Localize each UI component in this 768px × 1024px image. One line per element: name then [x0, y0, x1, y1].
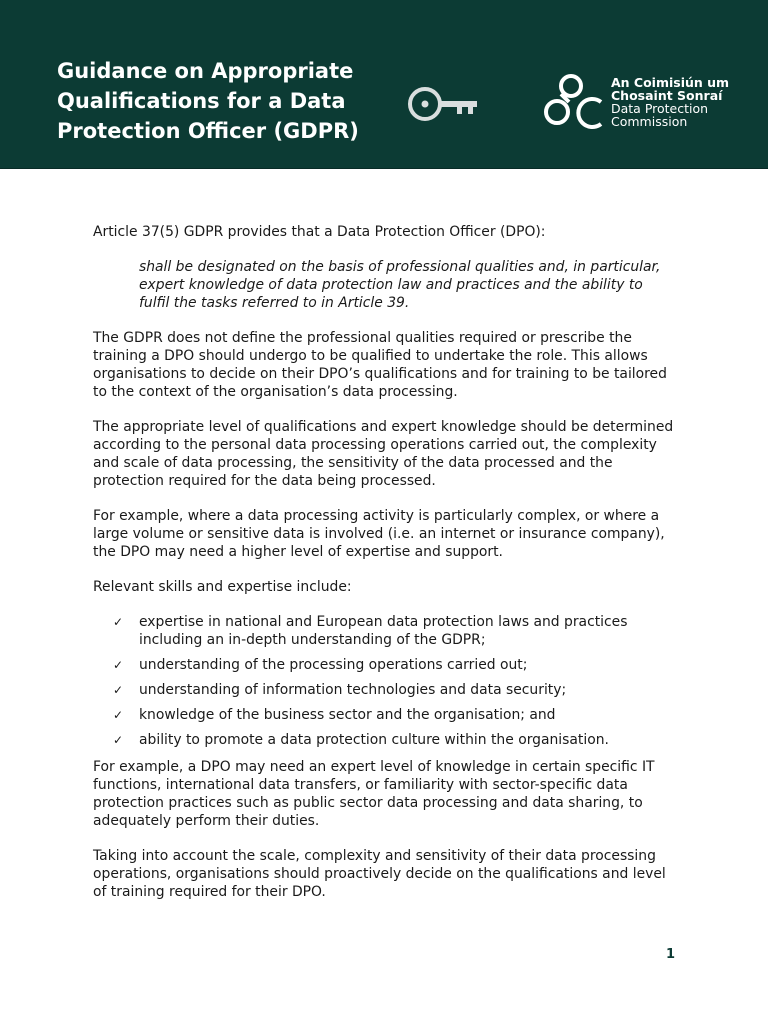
dpc-logo — [543, 72, 743, 132]
dpc-logo-icon — [543, 72, 605, 130]
check-icon: ✓ — [113, 733, 124, 747]
list-item-text: ability to promote a data protection culture within the organisation. — [139, 732, 609, 748]
body-paragraph: The appropriate level of qualifications and expert knowledge should be determined according to the personal data processing operations carried out, the complexity and scale of data processing, the sensitivity of the data processed and the protection required for the data being processed. — [93, 419, 674, 489]
body-paragraph: For example, a DPO may need an expert level of knowledge in certain specific IT functions, international data transfers, or familiarity with sector-specific data protection practices such as public sector data processing and data sharing, to adequately perform their duties. — [93, 759, 655, 829]
list-item-text: understanding of information technologies and data security; — [139, 682, 567, 698]
header-banner — [0, 0, 768, 169]
list-item — [93, 656, 683, 674]
check-icon: ✓ — [113, 708, 124, 722]
intro-paragraph: Article 37(5) GDPR provides that a Data Protection Officer (DPO): — [93, 224, 546, 240]
check-icon: ✓ — [113, 658, 124, 672]
title-line: Guidance on Appropriate — [57, 59, 354, 83]
title-line: Protection Officer (GDPR) — [57, 119, 359, 143]
check-icon: ✓ — [113, 615, 124, 629]
check-icon: ✓ — [113, 683, 124, 697]
page-number: 1 — [666, 947, 676, 962]
key-icon — [406, 84, 480, 124]
body-paragraph: The GDPR does not define the professional qualities required or prescribe the training a DPO should undergo to be qualified to undertake the role. This allows organisations to decide on their DPO’s qualifications and for training to be tailored to the context of the organisation’s data processing. — [93, 330, 667, 400]
list-item — [93, 681, 683, 699]
skills-intro: Relevant skills and expertise include: — [93, 579, 352, 595]
skills-list — [93, 613, 683, 749]
body-paragraph: Taking into account the scale, complexity and sensitivity of their data processing operations, organisations should proactively decide on the qualifications and level of training required for their DPO. — [93, 848, 666, 900]
article-quote: shall be designated on the basis of professional qualities and, in particular, expert knowledge of data protection law and practices and the ability to fulfil the tasks referred to in Article 39. — [139, 259, 661, 311]
list-item — [93, 706, 683, 724]
title-line: Qualifications for a Data — [57, 89, 346, 113]
logo-line-english-2: Commission — [611, 114, 688, 129]
list-item-text: expertise in national and European data protection laws and practices including an in-depth understanding of the GDPR; — [139, 614, 628, 648]
document-body — [93, 223, 683, 918]
document-title — [57, 56, 377, 146]
list-item — [93, 613, 683, 649]
list-item-text: knowledge of the business sector and the organisation; and — [139, 707, 556, 723]
list-item — [93, 731, 683, 749]
logo-line-irish-2: Chosaint Sonraí — [611, 88, 723, 103]
logo-line-irish-1: An Coimisiún um — [611, 75, 730, 90]
logo-line-english-1: Data Protection — [611, 101, 709, 116]
list-item-text: understanding of the processing operations carried out; — [139, 657, 528, 673]
logo-text — [611, 76, 729, 128]
body-paragraph: For example, where a data processing activity is particularly complex, or where a large volume or sensitive data is involved (i.e. an internet or insurance company), the DPO may need a higher level of expertise and support. — [93, 508, 665, 560]
